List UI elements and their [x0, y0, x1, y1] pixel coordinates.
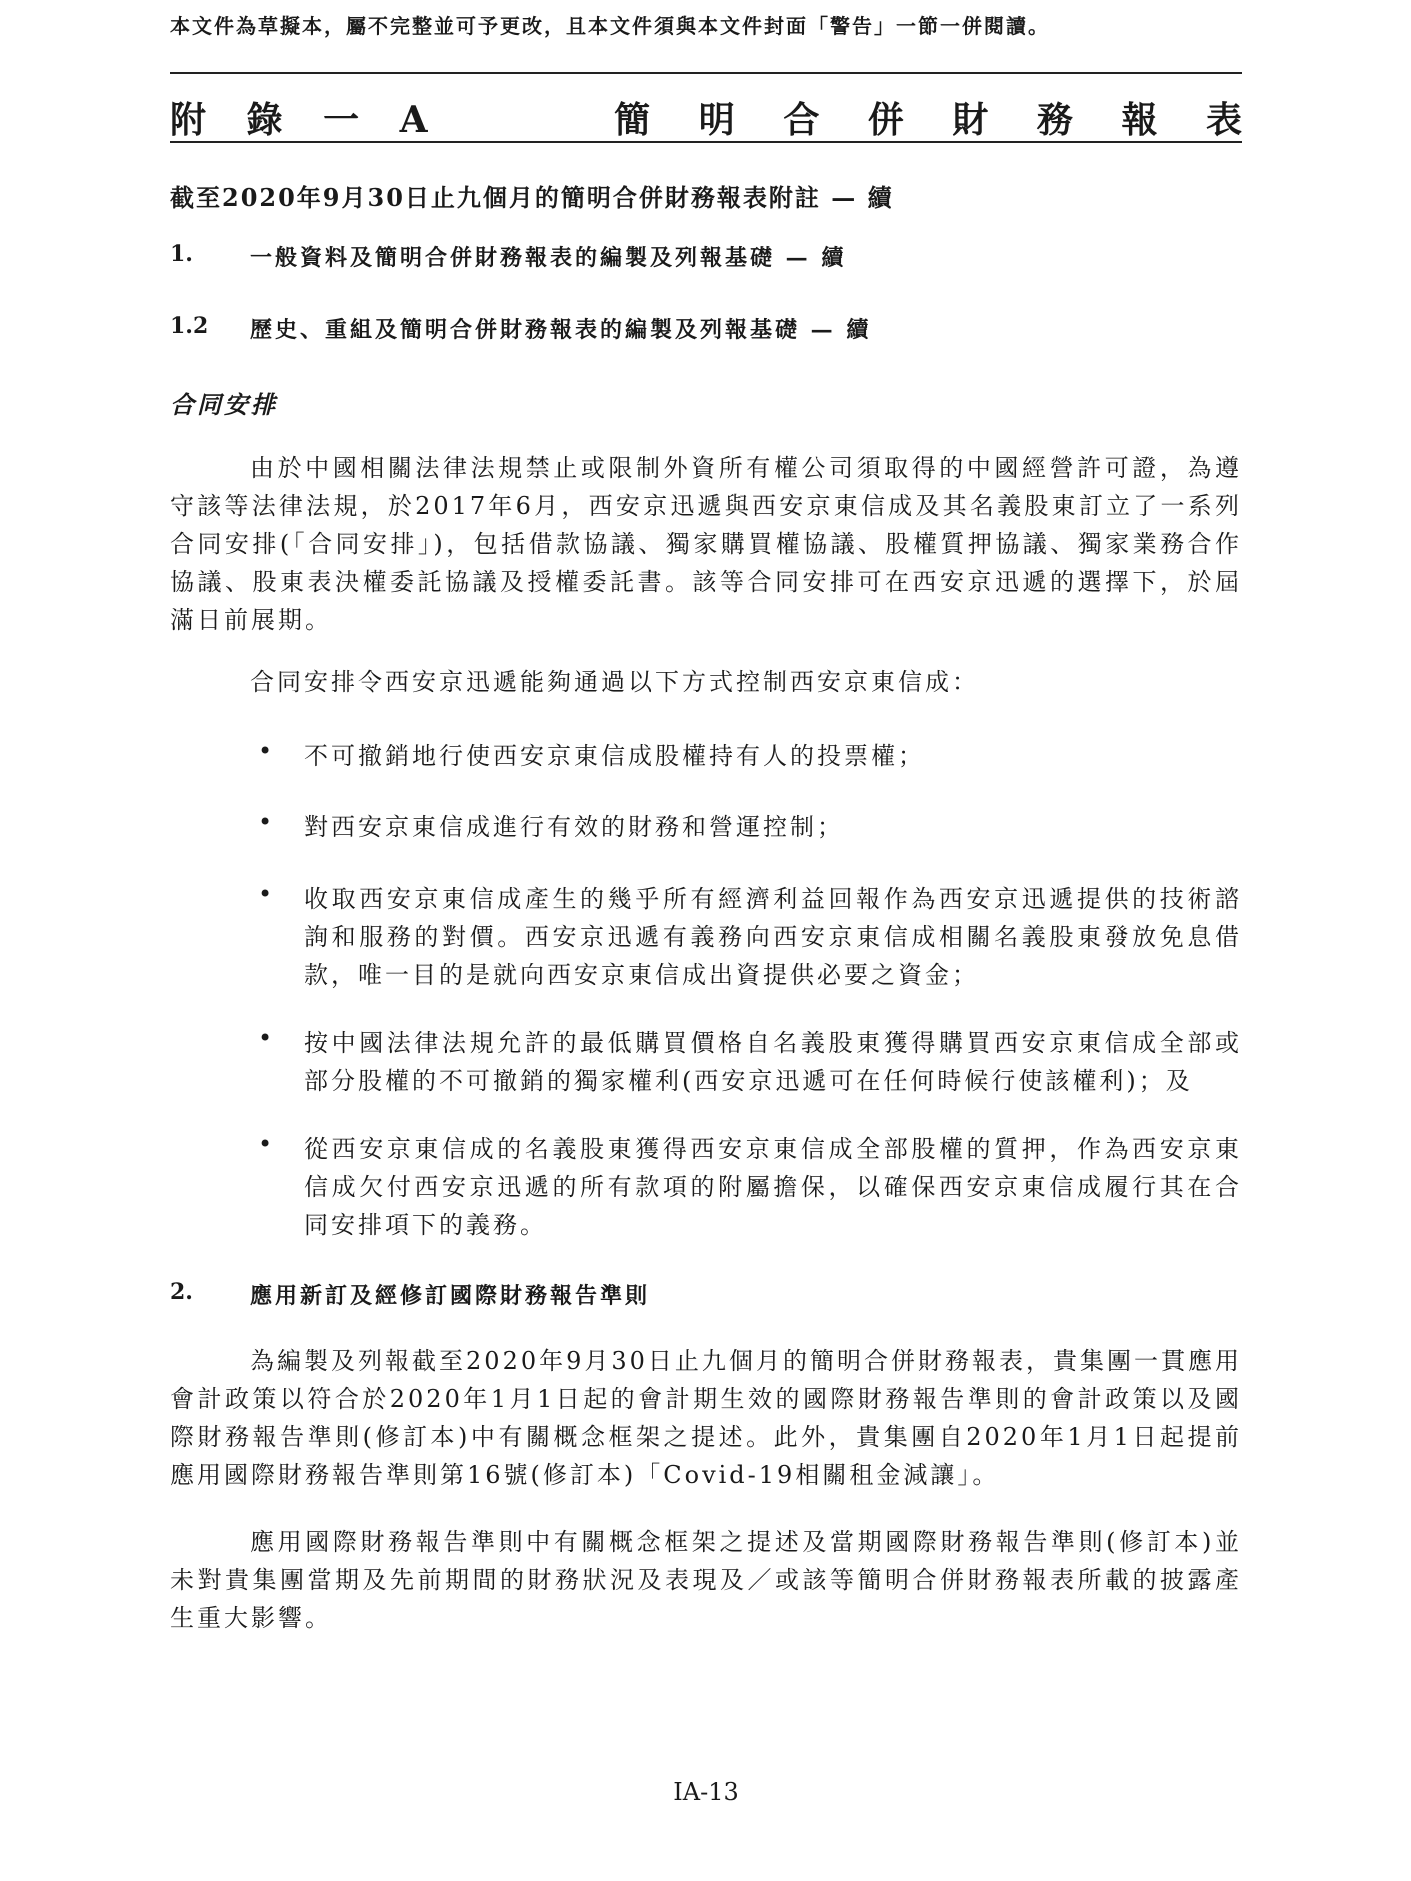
bullet-marker: • [258, 737, 273, 765]
bullet-item: 從西安京東信成的名義股東獲得西安京東信成全部股權的質押，作為西安京東信成欠付西安京迅遞的所有款項的附屬擔保，以確保西安京東信成履行其在合同安排項下的義務。 [304, 1135, 1242, 1239]
bullet-marker: • [258, 1024, 273, 1052]
page-header [170, 92, 1260, 142]
header-bottom-rule [170, 141, 1242, 143]
page-number: IA-13 [673, 1778, 739, 1806]
section-1-title: 一般資料及簡明合併財務報表的編製及列報基礎 — 續 [250, 245, 847, 271]
paragraph-contractual-arrangements: 由於中國相關法律法規禁止或限制外資所有權公司須取得的中國經營許可證，為遵守該等法律法規，於2017年6月，西安京迅遞與西安京東信成及其名義股東訂立了一系列合同安排(「合同安排」)，包括借款協議、獨家購買權協議、股權質押協議、獨家業務合作協議、股東表決權委託協議及授權委託書。該等合同安排可在西安京迅遞的選擇下，於屆滿日前展期。 [170, 454, 1242, 634]
section-2-number: 2. [170, 1279, 193, 1305]
section-1-2-title: 歷史、重組及簡明合併財務報表的編製及列報基礎 — 續 [250, 317, 872, 343]
bullet-item: 不可撤銷地行使西安京東信成股權持有人的投票權； [304, 742, 925, 770]
paragraph-ifrs-application: 為編製及列報截至2020年9月30日止九個月的簡明合併財務報表，貴集團一貫應用會計政策以符合於2020年1月1日起的會計期生效的國際財務報告準則的會計政策以及國際財務報告準則(修訂本)中有關概念框架之提述。此外，貴集團自2020年1月1日起提前應用國際財務報告準則第16號(修訂本)「Covid-19相關租金減讓」。 [170, 1347, 1242, 1489]
bullet-item: 按中國法律法規允許的最低購買價格自名義股東獲得購買西安京東信成全部或部分股權的不可撤銷的獨家權利(西安京迅遞可在任何時候行使該權利)；及 [304, 1029, 1242, 1095]
section-1-number: 1. [170, 241, 193, 267]
header-top-rule [170, 72, 1242, 74]
section-2-title: 應用新訂及經修訂國際財務報告準則 [250, 1283, 651, 1309]
notes-heading: 截至2020年9月30日止九個月的簡明合併財務報表附註 — 續 [170, 183, 894, 212]
bullet-marker: • [258, 1130, 273, 1158]
bullet-marker: • [258, 880, 273, 908]
section-1-2-number: 1.2 [170, 313, 209, 339]
bullet-item: 收取西安京東信成產生的幾乎所有經濟利益回報作為西安京迅遞提供的技術諮詢和服務的對價。西安京迅遞有義務向西安京東信成相關名義股東發放免息借款，唯一目的是就向西安京東信成出資提供必要之資金； [304, 885, 1242, 989]
contractual-arrangements-title: 合同安排 [170, 390, 278, 419]
paragraph-ifrs-impact: 應用國際財務報告準則中有關概念框架之提述及當期國際財務報告準則(修訂本)並未對貴集團當期及先前期間的財務狀況及表現及／或該等簡明合併財務報表所載的披露產生重大影響。 [170, 1528, 1242, 1632]
draft-notice: 本文件為草擬本，屬不完整並可予更改，且本文件須與本文件封面「警告」一節一併閱讀。 [170, 14, 1050, 38]
bullet-item: 對西安京東信成進行有效的財務和營運控制； [304, 813, 844, 841]
header-title: 簡 明 合 併 財 務 報 表 [614, 99, 1260, 141]
paragraph-control-intro: 合同安排令西安京迅遞能夠通過以下方式控制西安京東信成： [250, 668, 979, 696]
appendix-label: 附 錄 一 A [170, 99, 442, 141]
bullet-marker: • [258, 808, 273, 836]
